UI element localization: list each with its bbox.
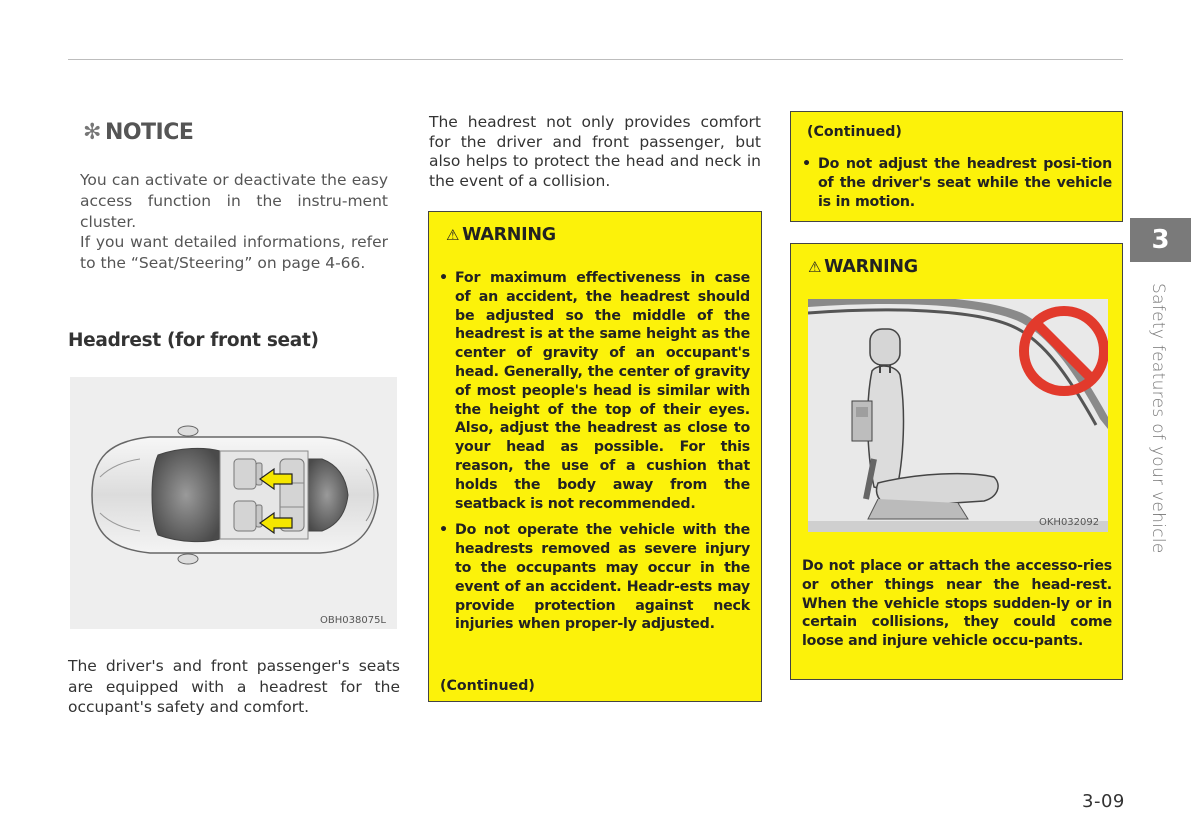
warning-title: WARNING	[462, 225, 556, 245]
notice-star-icon: ✻	[83, 120, 101, 145]
top-rule	[68, 59, 1123, 60]
seat-headrest-illustration	[808, 299, 1108, 532]
figure-code: OBH038075L	[320, 615, 386, 626]
notice-heading	[83, 120, 193, 145]
warning-item: • Do not adjust the headrest posi-tion of the driver's seat while the vehicle is in motion.	[801, 155, 1112, 211]
headrest-intro: The headrest not only provides comfort for the driver and front passenger, but also helps to protect the head and neck in the event of a collision.	[429, 113, 761, 190]
continued-label: (Continued)	[440, 678, 535, 694]
continued-label: (Continued)	[807, 124, 902, 140]
seat-headrest-figure	[808, 299, 1108, 532]
warning-heading	[446, 225, 556, 245]
warning-item: • For maximum effectiveness in case of an accident, the headrest should be adjusted so the middle of the headrest is at the same height as the center of gravity of an occupant's head. Generally, the center of gravity of most people's head is similar with the height of the top of their eyes. Also, adjust the headrest as close to your head as possible. For this reason, the use of a cushion that holds the body away from the seatback is not recommended.	[438, 269, 750, 513]
page-number: 3-09	[1082, 791, 1125, 812]
warning-triangle-icon: ⚠	[446, 226, 460, 244]
warning-title: WARNING	[824, 257, 918, 277]
warning-item: • Do not operate the vehicle with the headrests removed as severe injury to the occupants may occur in the event of an accident. Headr-ests may provide protection against neck injuries when proper-ly adjusted.	[438, 521, 750, 634]
continued-list	[801, 155, 1112, 219]
notice-paragraph-1: You can activate or deactivate the easy access function in the instru-ment cluster.	[80, 171, 388, 231]
warning-text: Do not place or attach the accesso-ries or other things near the head-rest. When the vehicle stops sudden-ly or in certain collisions, they could come loose and injure vehicle occu-pants.	[802, 558, 1112, 650]
notice-title: NOTICE	[104, 120, 194, 145]
chapter-tab: 3	[1130, 218, 1191, 262]
warning-box-1	[428, 211, 762, 702]
car-top-view-illustration	[70, 377, 397, 629]
continued-box	[790, 111, 1123, 222]
notice-paragraph-2: If you want detailed informations, refer to the “Seat/Steering” on page 4-66.	[80, 233, 388, 273]
warning-triangle-icon: ⚠	[808, 258, 822, 276]
figure-code: OKH032092	[1039, 517, 1100, 528]
warning-heading	[808, 257, 918, 277]
headrest-description: The driver's and front passenger's seats are equipped with a headrest for the occupant's safety and comfort.	[68, 657, 400, 716]
notice-body	[80, 170, 388, 274]
car-top-view-figure	[70, 377, 397, 629]
warning-list	[438, 269, 750, 642]
chapter-title: Safety features of your vehicle	[1148, 283, 1168, 554]
section-title: Headrest (for front seat)	[68, 330, 319, 351]
